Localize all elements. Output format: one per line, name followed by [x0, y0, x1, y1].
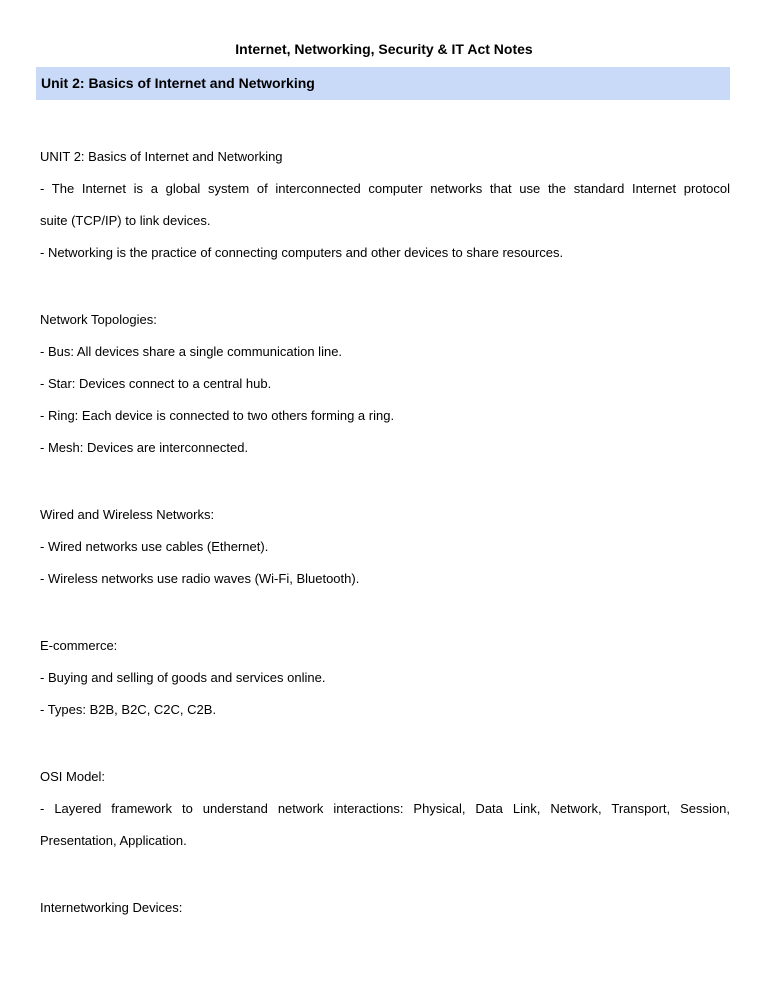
list-item: - Bus: All devices share a single communication line.: [40, 344, 343, 359]
document-title: Internet, Networking, Security & IT Act Notes: [235, 41, 533, 57]
wired-wireless-heading: Wired and Wireless Networks:: [40, 507, 215, 522]
list-item: - Ring: Each device is connected to two others forming a ring.: [40, 408, 395, 423]
osi-heading: OSI Model:: [40, 769, 106, 784]
osi-description-line-2: Presentation, Application.: [40, 833, 187, 848]
section-gap: [40, 726, 730, 761]
list-item: - Buying and selling of goods and services online.: [40, 670, 326, 685]
list-item: - Mesh: Devices are interconnected.: [40, 440, 249, 455]
section-gap: [40, 269, 730, 304]
list-item: - Wireless networks use radio waves (Wi-Fi, Bluetooth).: [40, 571, 360, 586]
section-gap: [40, 857, 730, 892]
networking-definition: - Networking is the practice of connecting computers and other devices to share resources.: [40, 245, 564, 260]
internet-definition-line-1: - The Internet is a global system of interconnected computer networks that use the standard Internet protocol: [40, 181, 730, 196]
intro-heading: UNIT 2: Basics of Internet and Networking: [40, 149, 283, 164]
osi-description-line-1: - Layered framework to understand network interactions: Physical, Data Link, Network, Transport, Session,: [40, 801, 730, 816]
internetworking-heading: Internetworking Devices:: [40, 900, 183, 915]
list-item: - Star: Devices connect to a central hub.: [40, 376, 272, 391]
list-item: - Wired networks use cables (Ethernet).: [40, 539, 269, 554]
unit-banner: Unit 2: Basics of Internet and Networking: [36, 67, 730, 100]
ecommerce-heading: E-commerce:: [40, 638, 118, 653]
list-item: - Types: B2B, B2C, C2C, C2B.: [40, 702, 217, 717]
topologies-heading: Network Topologies:: [40, 312, 157, 327]
internet-definition-line-2: suite (TCP/IP) to link devices.: [40, 213, 211, 228]
section-gap: [40, 595, 730, 630]
notes-body: [40, 141, 730, 924]
section-gap: [40, 464, 730, 499]
